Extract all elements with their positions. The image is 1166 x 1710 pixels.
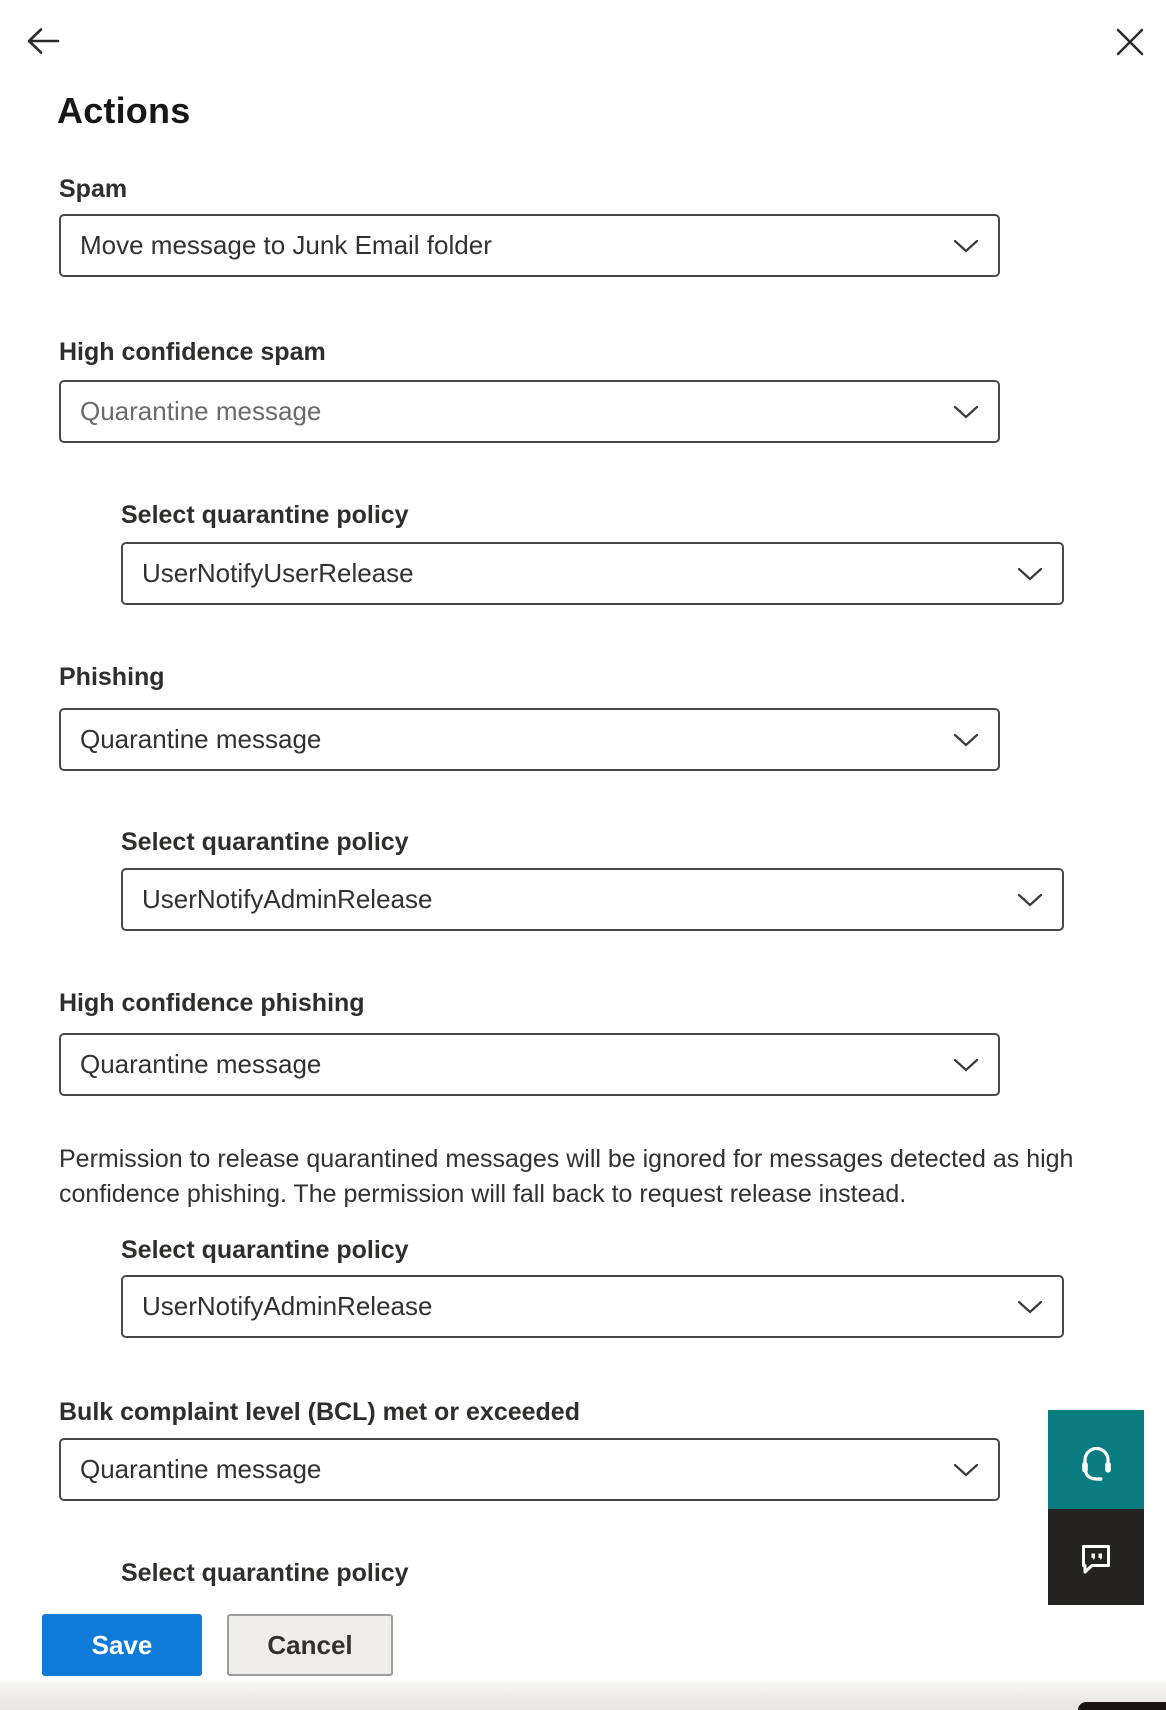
high-confidence-spam-action-select[interactable] (59, 380, 1000, 443)
bcl-action-value: Quarantine message (80, 1454, 322, 1484)
bcl-label: Bulk complaint level (BCL) met or exceeded (59, 1398, 580, 1426)
cancel-button[interactable]: Cancel (227, 1614, 393, 1676)
phishing-label: Phishing (59, 663, 165, 691)
spam-action-value: Move message to Junk Email folder (80, 230, 492, 260)
bcl-quarantine-policy-label-clipped (121, 1559, 621, 1590)
chevron-down-icon (1017, 567, 1043, 581)
chevron-down-icon (953, 1058, 979, 1072)
phishing-action-select[interactable] (59, 708, 1000, 771)
close-button[interactable] (1114, 26, 1146, 58)
feedback-button[interactable] (1048, 1509, 1144, 1605)
phishing-quarantine-policy-value: UserNotifyAdminRelease (142, 884, 433, 914)
back-arrow-icon (22, 46, 62, 61)
bcl-action-select[interactable] (59, 1438, 1000, 1501)
hc-spam-quarantine-policy-label: Select quarantine policy (121, 501, 409, 529)
chevron-down-icon (1017, 1300, 1043, 1314)
scrollbar-corner (1078, 1702, 1166, 1710)
close-icon (1114, 46, 1146, 61)
spam-label: Spam (59, 175, 128, 203)
spam-action-select[interactable] (59, 214, 1000, 277)
chevron-down-icon (953, 239, 979, 253)
high-confidence-spam-action-value: Quarantine message (80, 396, 322, 426)
high-confidence-phishing-action-select[interactable] (59, 1033, 1000, 1096)
hc-spam-quarantine-policy-select[interactable] (121, 542, 1064, 605)
page-title: Actions (57, 90, 191, 131)
support-button[interactable] (1048, 1410, 1144, 1509)
hc-phishing-quarantine-policy-value: UserNotifyAdminRelease (142, 1291, 433, 1321)
high-confidence-phishing-action-value: Quarantine message (80, 1049, 322, 1079)
chevron-down-icon (953, 405, 979, 419)
high-confidence-phishing-note: Permission to release quarantined messages will be ignored for messages detected as high confidence phishing. The permission will fall back to request release instead. (59, 1145, 1074, 1208)
chevron-down-icon (1017, 893, 1043, 907)
headset-icon (1072, 1436, 1120, 1484)
feedback-chat-icon (1072, 1533, 1120, 1581)
save-button[interactable]: Save (42, 1614, 202, 1676)
phishing-action-value: Quarantine message (80, 724, 322, 754)
phishing-quarantine-policy-label: Select quarantine policy (121, 828, 409, 856)
high-confidence-spam-label: High confidence spam (59, 338, 326, 366)
back-button[interactable] (22, 24, 62, 58)
bottom-scroll-track (0, 1682, 1166, 1710)
hc-phishing-quarantine-policy-select[interactable] (121, 1275, 1064, 1338)
bcl-quarantine-policy-label: Select quarantine policy (121, 1559, 409, 1587)
hc-spam-quarantine-policy-value: UserNotifyUserRelease (142, 558, 414, 588)
high-confidence-phishing-label: High confidence phishing (59, 989, 365, 1017)
chevron-down-icon (953, 733, 979, 747)
hc-phishing-quarantine-policy-label: Select quarantine policy (121, 1236, 409, 1264)
phishing-quarantine-policy-select[interactable] (121, 868, 1064, 931)
chevron-down-icon (953, 1463, 979, 1477)
